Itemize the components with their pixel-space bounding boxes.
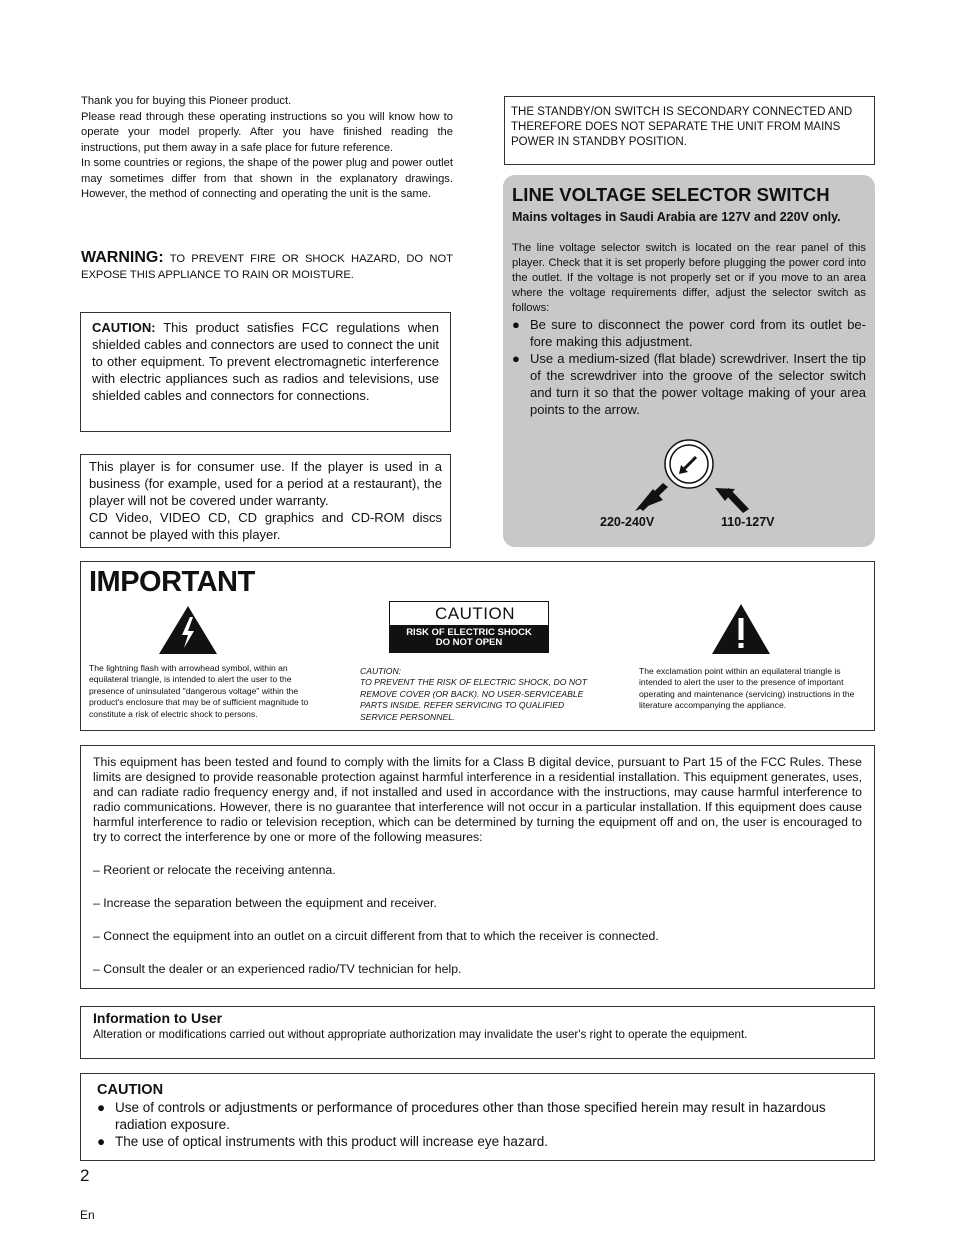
list-item	[97, 1133, 858, 1150]
fcc-measure-3: – Connect the equipment into an outlet on a circuit different from that to which the receiver is connected.	[93, 929, 659, 943]
bullet-icon: ●	[97, 1134, 106, 1149]
caution-label-title: CAUTION	[435, 604, 515, 623]
intro-text	[81, 94, 453, 203]
caution-bullets	[97, 1099, 858, 1150]
caution-label-graphic	[389, 601, 549, 653]
fcc-caution-box	[80, 312, 451, 432]
intro-thanks: Thank you for buying this Pioneer product.	[81, 95, 292, 107]
voltage-label-220: 220-240V	[600, 515, 655, 529]
bullet-text: Be sure to disconnect the power cord from its outlet be-fore making this adjustment.	[530, 317, 866, 349]
left-arrow-icon	[635, 483, 668, 511]
consumer-text-2: CD Video, VIDEO CD, CD graphics and CD-ROM discs cannot be played with this player.	[89, 510, 442, 542]
fcc-measure-1: – Reorient or relocate the receiving antenna.	[93, 863, 336, 877]
bullet-text: Use a medium-sized (flat blade) screwdriver. Insert the tip of the screwdriver into the groove of the selector switch and turn it so that the power voltage making of your area points to the arrow.	[530, 351, 866, 417]
lightning-description: The lightning flash with arrowhead symbol, within an equilateral triangle, is intended to alert the user to the presence of uninsulated "dangerous voltage" within the product's enclosure that may be of sufficient magnitude to constitute a risk of electric shock to persons.	[89, 663, 309, 719]
consumer-use-box	[80, 454, 451, 548]
exclamation-warning-icon	[710, 602, 772, 656]
important-title: IMPORTANT	[89, 566, 255, 598]
bullet-text: The use of optical instruments with this product will increase eye hazard.	[115, 1134, 548, 1149]
bullet-text: Use of controls or adjustments or performance of procedures other than those specified herein may result in hazardous radiation exposure.	[115, 1100, 826, 1132]
fcc-measure-4: – Consult the dealer or an experienced radio/TV technician for help.	[93, 962, 462, 976]
info-to-user-box	[80, 1006, 875, 1059]
laser-caution-box	[80, 1073, 875, 1161]
voltage-label-110: 110-127V	[721, 515, 775, 529]
fcc-compliance-box	[80, 745, 875, 989]
bullet-icon: ●	[97, 1100, 106, 1115]
info-text: Alteration or modifications carried out without appropriate authorization may invalidate the user's right to operate the equipment.	[93, 1028, 748, 1041]
bullet-icon: ●	[512, 317, 520, 332]
consumer-text-1: This player is for consumer use. If the player is used in a business (for example, used for a period at a restaurant), the player will not be covered under warranty.	[89, 459, 442, 508]
bullet-icon: ●	[512, 351, 520, 366]
risk-text: RISK OF ELECTRIC SHOCK	[406, 627, 532, 638]
caution-label-risk	[390, 625, 548, 652]
intro-read: Please read through these operating instructions so you will know how to operate your model properly. After you have finished reading the instructions, put them away in a safe place for future reference.	[81, 110, 453, 154]
caution-title: CAUTION	[97, 1082, 164, 1098]
info-title: Information to User	[93, 1010, 223, 1026]
language-code: En	[80, 1208, 95, 1222]
list-item	[512, 350, 866, 418]
fcc-measure-2: – Increase the separation between the equipment and receiver.	[93, 896, 437, 910]
fcc-caution-label: CAUTION:	[92, 320, 156, 335]
page-number: 2	[80, 1166, 90, 1185]
standby-text: THE STANDBY/ON SWITCH IS SECONDARY CONNECTED AND THEREFORE DOES NOT SEPARATE THE UNIT FROM MAINS POWER IN STANDBY POSITION.	[511, 106, 853, 148]
warning-label: WARNING:	[81, 249, 164, 266]
standby-notice-box	[504, 96, 875, 165]
line-voltage-description: The line voltage selector switch is located on the rear panel of this player. Check that it is set properly before plugging the power cord into the outlet. If the voltage is not properly set or if you move to an area where the voltage requirements differ, adjust the selector switch as follows:	[512, 242, 866, 314]
selector-switch-icon	[665, 440, 713, 488]
list-item	[512, 316, 866, 350]
right-arrow-icon	[715, 488, 749, 513]
line-voltage-panel	[503, 175, 875, 547]
intro-regions: In some countries or regions, the shape of the power plug and power outlet may sometimes differ from that shown in the explanatory drawings. However, the method of connecting and operating the unit is the same.	[81, 157, 453, 200]
important-box	[80, 561, 875, 731]
exclamation-description: The exclamation point within an equilateral triangle is intended to alert the user to the presence of important operating and maintenance (servicing) instructions in the literature accompanying the appliance.	[639, 666, 855, 711]
list-item	[97, 1099, 858, 1133]
fcc-paragraph: This equipment has been tested and found to comply with the limits for a Class B digital device, pursuant to Part 15 of the FCC Rules. These limits are designed to provide reasonable protection against harmful interference in a residential installation. This equipment generates, uses, and can radiate radio frequency energy and, if not installed and used in accordance with the instructions, may cause harmful interference to radio communications. However, there is no guarantee that interference will not occur in a particular installation. If this equipment does cause harmful interference to radio or television reception, which can be determined by turning the equipment off and on, the user is encouraged to try to correct the interference by one or more of the following measures:	[93, 755, 862, 844]
lightning-warning-icon	[157, 604, 219, 656]
line-voltage-title: LINE VOLTAGE SELECTOR SWITCH	[512, 184, 830, 205]
voltage-selector-diagram	[503, 437, 875, 547]
line-voltage-bullets	[512, 316, 866, 418]
warning-text: TO PREVENT FIRE OR SHOCK HAZARD, DO NOT EXPOSE THIS APPLIANCE TO RAIN OR MOISTURE.	[81, 253, 453, 281]
caution-description: CAUTION: TO PREVENT THE RISK OF ELECTRIC SHOCK, DO NOT REMOVE COVER (OR BACK). NO USER-SERVICEABLE PARTS INSIDE. REFER SERVICING TO QUALIFIED SERVICE PERSONNEL.	[360, 666, 587, 722]
warning-notice	[81, 250, 453, 283]
line-voltage-subtitle: Mains voltages in Saudi Arabia are 127V and 220V only.	[512, 210, 841, 224]
fcc-caution-text: This product satisfies FCC regulations when shielded cables and connectors are used to connect the unit to other equipment. To prevent electromagnetic interference with electric appliances such as radios and televisions, use shielded cables and connectors for connections.	[92, 320, 439, 403]
do-not-open-text: DO NOT OPEN	[435, 637, 503, 648]
